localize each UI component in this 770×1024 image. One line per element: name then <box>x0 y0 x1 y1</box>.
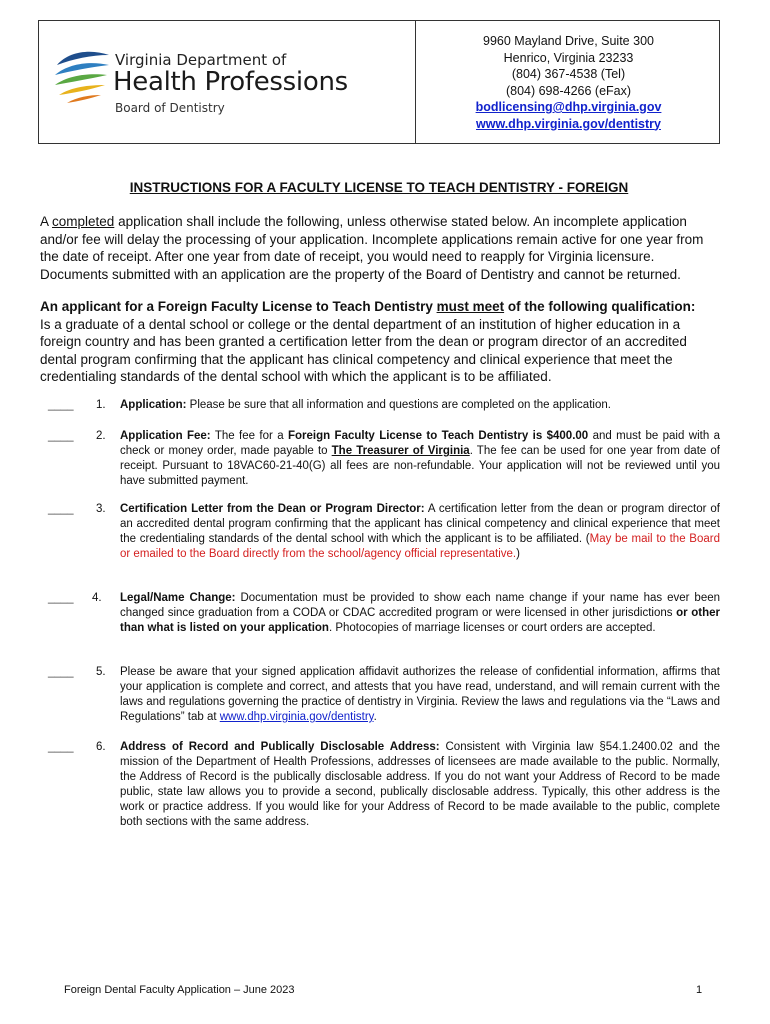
item-number: 3. <box>96 503 106 515</box>
phone-number: (804) 367-4538 (Tel) <box>511 67 626 81</box>
item-body-text: Please be aware that your signed application affidavit authorizes the release of confidential information, affirms that your application is complete and correct, and attests that you have read, understand, and will remain current with the laws and regulations governing the practice of dentistry in Virginia. Review the laws and regulations via the “Laws and Regulations” tab at <box>120 666 720 723</box>
must-meet-underlined: must meet <box>436 299 505 314</box>
item-heading: Address of Record and Publically Disclosable Address: <box>120 741 440 753</box>
fax-number: (804) 698-4266 (eFax) <box>505 83 632 98</box>
website-link[interactable]: www.dhp.virginia.gov/dentistry <box>476 116 661 131</box>
checkbox-blank[interactable]: ____ <box>48 399 74 411</box>
item-body-text: A certification letter from the dean or program director of an accredited dental program confirming that the applicant has clinical competency and clinical experience that meet the credentialing standards of the dental school with which the applicant is to be affiliated. ( <box>120 503 720 545</box>
intro-paragraph <box>40 213 720 283</box>
item-text <box>120 591 720 636</box>
item-text <box>120 665 720 725</box>
checklist-item-name-change <box>40 591 720 655</box>
item-number: 5. <box>96 666 106 678</box>
item-number: 1. <box>96 399 106 411</box>
page-title: INSTRUCTIONS FOR A FACULTY LICENSE TO TEACH DENTISTRY - FOREIGN <box>129 180 629 195</box>
item-body-text: ) <box>516 548 520 560</box>
checkbox-blank[interactable]: ____ <box>48 666 74 678</box>
item-body-text: Documentation must be provided to show each name change if your name has ever been changed since graduation from a CODA or CDAC accredited program or were licensed in other jurisdictions <box>120 592 721 619</box>
contact-block <box>416 33 721 132</box>
address-line-2: Henrico, Virginia 23233 <box>503 50 634 65</box>
item-body-text: Please be sure that all information and questions are completed on the application. <box>186 399 611 411</box>
checkbox-blank[interactable]: ____ <box>48 430 74 442</box>
checkbox-blank[interactable]: ____ <box>48 741 74 753</box>
address-line-1: 9960 Mayland Drive, Suite 300 <box>483 34 654 48</box>
item-body-text: The fee for a <box>210 430 288 442</box>
logo-line-department: Virginia Department of <box>115 51 287 69</box>
footer-form-title: Foreign Dental Faculty Application – June 2023 <box>64 984 295 996</box>
item-heading: Certification Letter from the Dean or Program Director: <box>120 503 425 515</box>
submission-note-red: May be mail to the Board or emailed to the Board directly from the school/agency official representative. <box>120 533 720 560</box>
checklist-item-address-of-record <box>40 740 720 836</box>
item-heading: Application Fee: <box>120 430 211 442</box>
completed-underlined: completed <box>52 214 115 229</box>
intro-text-rest: application shall include the following, unless otherwise stated below. An incomplete application and/or fee will delay the processing of your application. Incomplete applications remain active for one year from the date of receipt. After one year from date of receipt, you would need to reapply for Virginia licensure. Documents submitted with an application are the property of the Board of Dentistry and cannot be returned. <box>40 214 704 282</box>
dhp-logo <box>47 37 367 137</box>
item-heading: Application: <box>120 399 187 411</box>
logo-emblem-icon <box>49 45 113 107</box>
checklist-item-affidavit <box>40 665 720 729</box>
checkbox-blank[interactable]: ____ <box>48 592 74 604</box>
logo-line-health-professions: Health Professions <box>113 67 348 97</box>
checklist-item-application <box>40 398 720 416</box>
fee-amount: Foreign Faculty License to Teach Dentistry is $400.00 <box>288 430 589 442</box>
item-body-text: . <box>373 711 377 723</box>
qualification-lead: An applicant for a Foreign Faculty License to Teach Dentistry <box>40 299 437 314</box>
qualification-body: Is a graduate of a dental school or college or the dental department of an institution of higher education in a foreign country and has been granted a certification letter from the dean or program director of an accredited dental program confirming that the applicant has clinical competency and clinical experience that meet the credentialing standards of the dental school with which the applicant is to be affiliated. <box>40 316 687 384</box>
item-body-text: . The fee can be used for one year from date of receipt. Pursuant to 18VAC60-21-40(G) all fees are non-refundable. Your application will not be reviewed until you have submitted payment. <box>120 445 720 487</box>
intro-text: A <box>40 214 53 229</box>
logo-line-board: Board of Dentistry <box>115 101 225 115</box>
laws-regulations-link[interactable]: www.dhp.virginia.gov/dentistry <box>219 711 374 723</box>
emphasis-text: or other than what is listed on your application <box>120 607 720 634</box>
payee-name: The Treasurer of Virginia <box>331 445 470 457</box>
item-heading: Legal/Name Change: <box>120 592 236 604</box>
item-text <box>120 398 720 413</box>
email-link[interactable]: bodlicensing@dhp.virginia.gov <box>475 100 662 114</box>
item-number: 6. <box>96 741 106 753</box>
item-number: 2. <box>96 430 106 442</box>
checklist-item-certification-letter <box>40 502 720 582</box>
checklist-item-application-fee <box>40 429 720 493</box>
item-body-text: Consistent with Virginia law §54.1.2400.02 and the mission of the Department of Health Professions, addresses of licensees are made available to the public. Normally, the Address of Record is the publically disclosable address. If you do not want your Address of Record to be made public, state law allows you to provide a second, publically disclosable address. Typically, this other address is the work or practice address. If you would like for your Address of Record to be made available to the public, complete both sections with the same address. <box>120 741 720 828</box>
item-text <box>120 429 720 489</box>
qualification-lead-end: of the following qualification: <box>504 299 696 314</box>
checkbox-blank[interactable]: ____ <box>48 503 74 515</box>
item-number: 4. <box>92 592 102 604</box>
item-body-text: . Photocopies of marriage licenses or court orders are accepted. <box>328 622 656 634</box>
page-number: 1 <box>696 984 703 996</box>
item-body-text: and must be paid with a check or money order, made payable to <box>120 430 721 457</box>
item-text <box>120 502 720 562</box>
qualification-paragraph <box>40 298 720 386</box>
item-text <box>120 740 720 830</box>
letterhead-box <box>38 20 720 144</box>
